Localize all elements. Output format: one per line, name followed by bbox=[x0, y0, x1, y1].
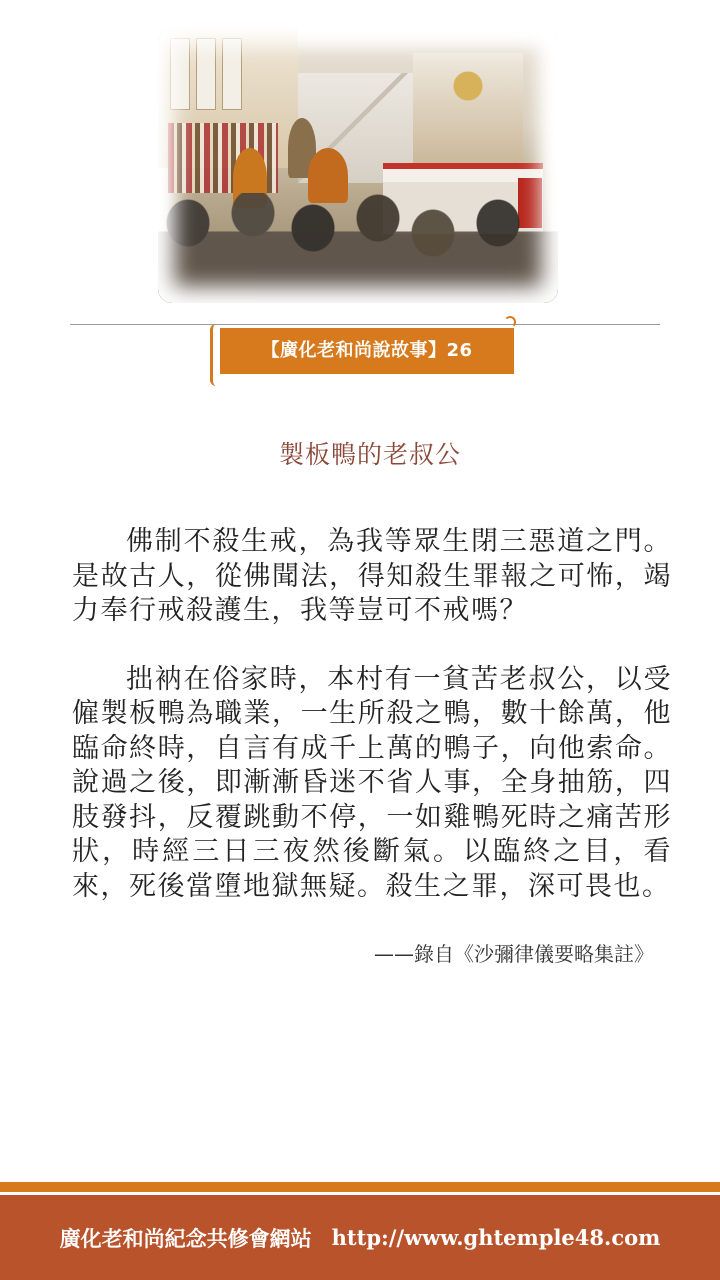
story-paragraph: 拙衲在俗家時，本村有一貧苦老叔公，以受僱製板鴨為職業，一生所殺之鴨，數十餘萬，他臨命終時，自言有成千上萬的鴨子，向他索命。說過之後，即漸漸昏迷不省人事，全身抽筋，四肢發抖，反覆跳動不停，一如雞鴨死時之痛苦形狀，時經三日三夜然後斷氣。以臨終之目，看來，死後當墮地獄無疑。殺生之罪，深可畏也。 bbox=[72, 663, 672, 902]
story-heading: 製板鴨的老叔公 bbox=[278, 440, 461, 469]
source-citation: ——錄自《沙彌律儀要略集註》 bbox=[374, 942, 654, 966]
temple-photo bbox=[158, 28, 558, 303]
story-paragraph: 佛制不殺生戒，為我等眾生閉三惡道之門。是故古人，從佛聞法，得知殺生罪報之可怖，竭力奉行戒殺護生，我等豈可不戒嗎？ bbox=[72, 526, 672, 626]
banner-title: 【廣化老和尚說故事】26 bbox=[220, 328, 514, 374]
footer-site-name: 廣化老和尚紀念共修會網站 bbox=[59, 1225, 312, 1251]
footer bbox=[0, 1195, 720, 1280]
footer-stripe bbox=[0, 1182, 720, 1192]
title-banner bbox=[210, 318, 510, 386]
banner-curl bbox=[504, 316, 516, 328]
footer-url[interactable]: http://www.ghtemple48.com bbox=[331, 1225, 661, 1250]
photo-vignette bbox=[158, 28, 558, 303]
story-body bbox=[72, 525, 672, 904]
banner-bracket bbox=[210, 324, 219, 386]
